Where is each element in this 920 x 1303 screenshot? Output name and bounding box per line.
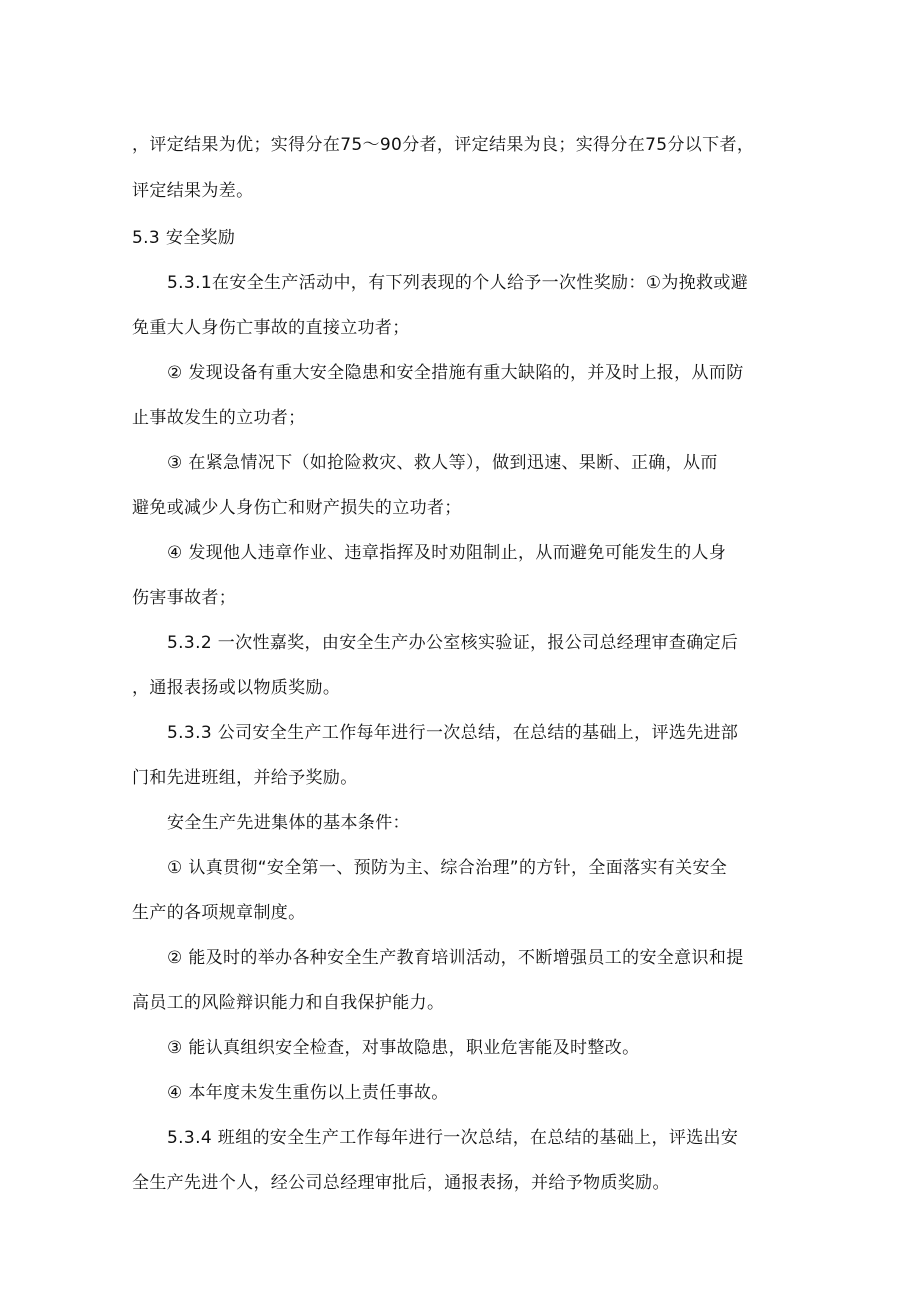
text-line: 5.3.2 一次性嘉奖，由安全生产办公室核实验证，报公司总经理审查确定后	[167, 633, 739, 653]
text-line: 5.3.4 班组的安全生产工作每年进行一次总结，在总结的基础上，评选出安	[167, 1128, 739, 1148]
text-line: ④ 发现他人违章作业、违章指挥及时劝阻制止，从而避免可能发生的人身	[167, 543, 727, 563]
text-line: ④ 本年度未发生重伤以上责任事故。	[167, 1083, 449, 1103]
text-line: ，评定结果为优；实得分在75～90分者，评定结果为良；实得分在75分以下者，	[132, 135, 755, 155]
text-line: 避免或减少人身伤亡和财产损失的立功者；	[132, 498, 462, 518]
text-line: ② 发现设备有重大安全隐患和安全措施有重大缺陷的，并及时上报，从而防	[167, 363, 744, 383]
section-heading: 5.3 安全奖励	[132, 228, 236, 248]
text-line: 全生产先进个人，经公司总经理审批后，通报表扬，并给予物质奖励。	[132, 1173, 670, 1193]
text-line: 5.3.3 公司安全生产工作每年进行一次总结，在总结的基础上，评选先进部	[167, 723, 739, 743]
text-line: 5.3.1在安全生产活动中，有下列表现的个人给予一次性奖励：①为挽救或避	[167, 273, 749, 293]
text-line: 止事故发生的立功者；	[132, 408, 306, 428]
text-line: 评定结果为差。	[132, 181, 254, 201]
text-line: 伤害事故者；	[132, 588, 237, 608]
text-line: 生产的各项规章制度。	[132, 903, 306, 923]
text-line: ③ 在紧急情况下（如抢险救灾、救人等），做到迅速、果断、正确，从而	[167, 453, 718, 473]
text-line: ② 能及时的举办各种安全生产教育培训活动，不断增强员工的安全意识和提	[167, 948, 744, 968]
text-line: 安全生产先进集体的基本条件：	[167, 813, 410, 833]
text-line: 高员工的风险辩识能力和自我保护能力。	[132, 993, 445, 1013]
text-line: ，通报表扬或以物质奖励。	[132, 678, 341, 698]
text-line: ① 认真贯彻“安全第一、预防为主、综合治理”的方针，全面落实有关安全	[167, 858, 728, 878]
text-line: ③ 能认真组织安全检查，对事故隐患，职业危害能及时整改。	[167, 1038, 640, 1058]
text-line: 门和先进班组，并给予奖励。	[132, 768, 358, 788]
text-line: 免重大人身伤亡事故的直接立功者；	[132, 318, 410, 338]
